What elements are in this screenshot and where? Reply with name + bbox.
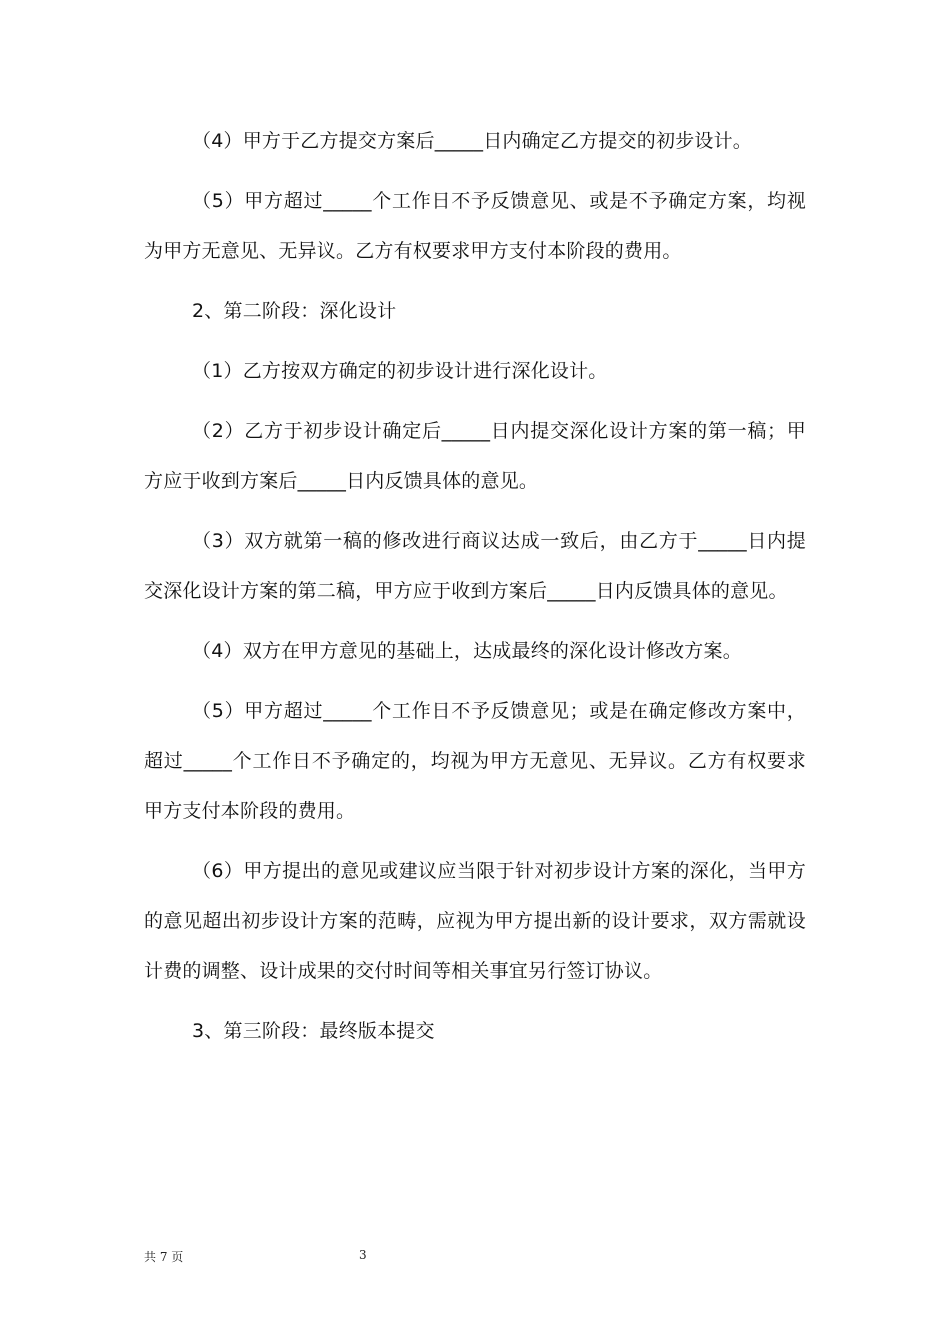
document-body — [144, 116, 806, 1056]
clause-1-deepen-design: （1）乙方按双方确定的初步设计进行深化设计。 — [192, 360, 608, 382]
clause-5-no-feedback-initial: （5）甲方超过_____个工作日不予反馈意见、或是不予确定方案，均视为甲方无意见、无异议。乙方有权要求甲方支付本阶段的费用。 — [144, 190, 806, 262]
clause-4-final-plan: （4）双方在甲方意见的基础上，达成最终的深化设计修改方案。 — [192, 640, 742, 662]
section-2-heading: 2、第二阶段：深化设计 — [192, 300, 397, 322]
clause-6-scope-of-opinions: （6）甲方提出的意见或建议应当限于针对初步设计方案的深化，当甲方的意见超出初步设计方案的范畴，应视为甲方提出新的设计要求，双方需就设计费的调整、设计成果的交付时间等相关事宜另行签订协议。 — [144, 860, 806, 982]
section-3-heading: 3、第三阶段：最终版本提交 — [192, 1020, 435, 1042]
clause-2-first-draft: （2）乙方于初步设计确定后_____日内提交深化设计方案的第一稿；甲方应于收到方案后_____日内反馈具体的意见。 — [144, 420, 806, 492]
clause-3-second-draft: （3）双方就第一稿的修改进行商议达成一致后，由乙方于_____日内提交深化设计方案的第二稿，甲方应于收到方案后_____日内反馈具体的意见。 — [144, 530, 806, 602]
footer-total-pages: 共 7 页 — [144, 1250, 184, 1264]
clause-4-confirm-initial-design: （4）甲方于乙方提交方案后_____日内确定乙方提交的初步设计。 — [192, 130, 752, 152]
clause-5-no-feedback-deepen: （5）甲方超过_____个工作日不予反馈意见；或是在确定修改方案中，超过_____个工作日不予确定的，均视为甲方无意见、无异议。乙方有权要求甲方支付本阶段的费用。 — [144, 700, 806, 822]
footer-page-number: 3 — [359, 1248, 367, 1262]
